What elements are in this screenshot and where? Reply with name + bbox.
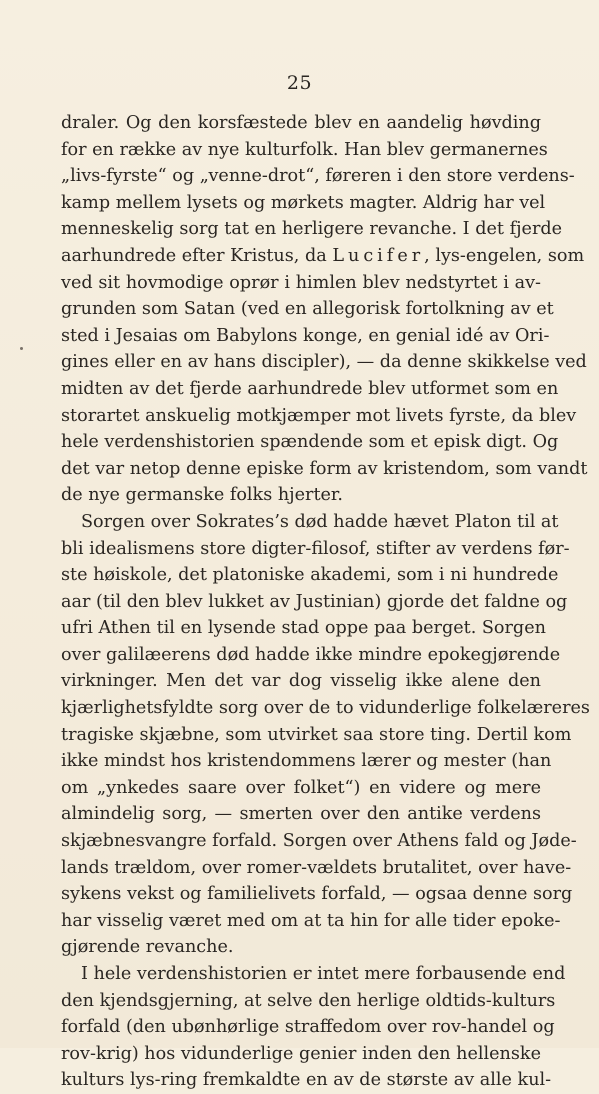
text-line: sted i Jesaias om Babylons konge, en genial idé av Ori- <box>61 325 550 346</box>
text-line: rov-krig) hos vidunderlige genier inden den hellenske <box>61 1043 541 1064</box>
text-line: om „ynkedes saare over folket“) en videre og mere <box>61 777 541 798</box>
body-text <box>61 110 590 1094</box>
text-line: menneskelig sorg tat en herligere revanche. I det fjerde <box>61 219 563 240</box>
text-line: Sorgen over Sokrates’s død hadde hævet Platon til at <box>81 511 559 532</box>
text-line: det var netop denne episke form av kristendom, som vandt <box>61 458 588 479</box>
text-line: hele verdenshistorien spændende som et episk digt. Og <box>61 432 559 453</box>
text-line: kjærlighetsfyldte sorg over de to vidunderlige folkelæreres <box>61 698 590 719</box>
text-line: I hele verdenshistorien er intet mere forbausende end <box>81 964 566 984</box>
text-line: har visselig været med om at ta hin for alle tider epoke- <box>61 910 561 931</box>
text-line: over galilæerens død hadde ikke mindre epokegjørende <box>61 644 561 665</box>
text-line: draler. Og den korsfæstede blev en aandelig høvding <box>61 113 541 133</box>
text-line: de nye germanske folks hjerter. <box>61 485 343 506</box>
text-segment: , lys-engelen, som <box>424 245 585 266</box>
text-line: ved sit hovmodige oprør i himlen blev nedstyrtet i av- <box>61 272 541 293</box>
text-line: lands trældom, over romer-vældets brutalitet, over have- <box>61 857 572 878</box>
text-line: almindelig sorg, — smerten over den antike verdens <box>61 804 541 825</box>
text-line: for en række av nye kulturfolk. Han blev germanernes <box>61 139 548 160</box>
text-line: gjørende revanche. <box>61 937 234 958</box>
text-line: den kjendsgjerning, at selve den herlige oldtids-kulturs <box>61 990 556 1011</box>
page-number: 25 <box>286 72 313 94</box>
text-line <box>61 243 585 270</box>
text-line: skjæbnesvangre forfald. Sorgen over Athens fald og Jøde- <box>61 831 577 852</box>
spaced-name: Lucifer <box>332 245 425 266</box>
text-line: aar (til den blev lukket av Justinian) gjorde det faldne og <box>61 591 568 612</box>
text-line: ste høiskole, det platoniske akademi, som i ni hundrede <box>61 565 559 586</box>
text-line: „livs-fyrste“ og „venne-drot“, føreren i den store verdens- <box>61 166 575 187</box>
text-line: sykens vekst og familielivets forfald, — ogsaa denne sorg <box>61 884 573 905</box>
text-line: gines eller en av hans discipler), — da denne skikkelse ved <box>61 352 587 373</box>
text-line: kulturs lys-ring fremkaldte en av de største av alle kul- <box>61 1070 552 1091</box>
text-line: ufri Athen til en lysende stad oppe paa berget. Sorgen <box>61 618 546 639</box>
text-line: midten av det fjerde aarhundrede blev utformet som en <box>61 378 559 399</box>
text-line: bli idealismens store digter-filosof, stifter av verdens før- <box>61 538 570 559</box>
text-line: storartet anskuelig motkjæmper mot livets fyrste, da blev <box>61 405 577 426</box>
text-line: forfald (den ubønhørlige straffedom over rov-handel og <box>61 1017 555 1038</box>
text-line: ikke mindst hos kristendommens lærer og mester (han <box>61 751 552 772</box>
text-line: kamp mellem lysets og mørkets magter. Aldrig har vel <box>61 192 546 213</box>
text-segment: aarhundrede efter Kristus, da <box>61 245 333 266</box>
text-line: virkninger. Men det var dog visselig ikke alene den <box>61 671 541 692</box>
text-line: tragiske skjæbne, som utvirket saa store ting. Dertil kom <box>61 724 572 745</box>
text-line: grunden som Satan (ved en allegorisk fortolkning av et <box>61 299 554 320</box>
paper-speck <box>20 347 23 350</box>
